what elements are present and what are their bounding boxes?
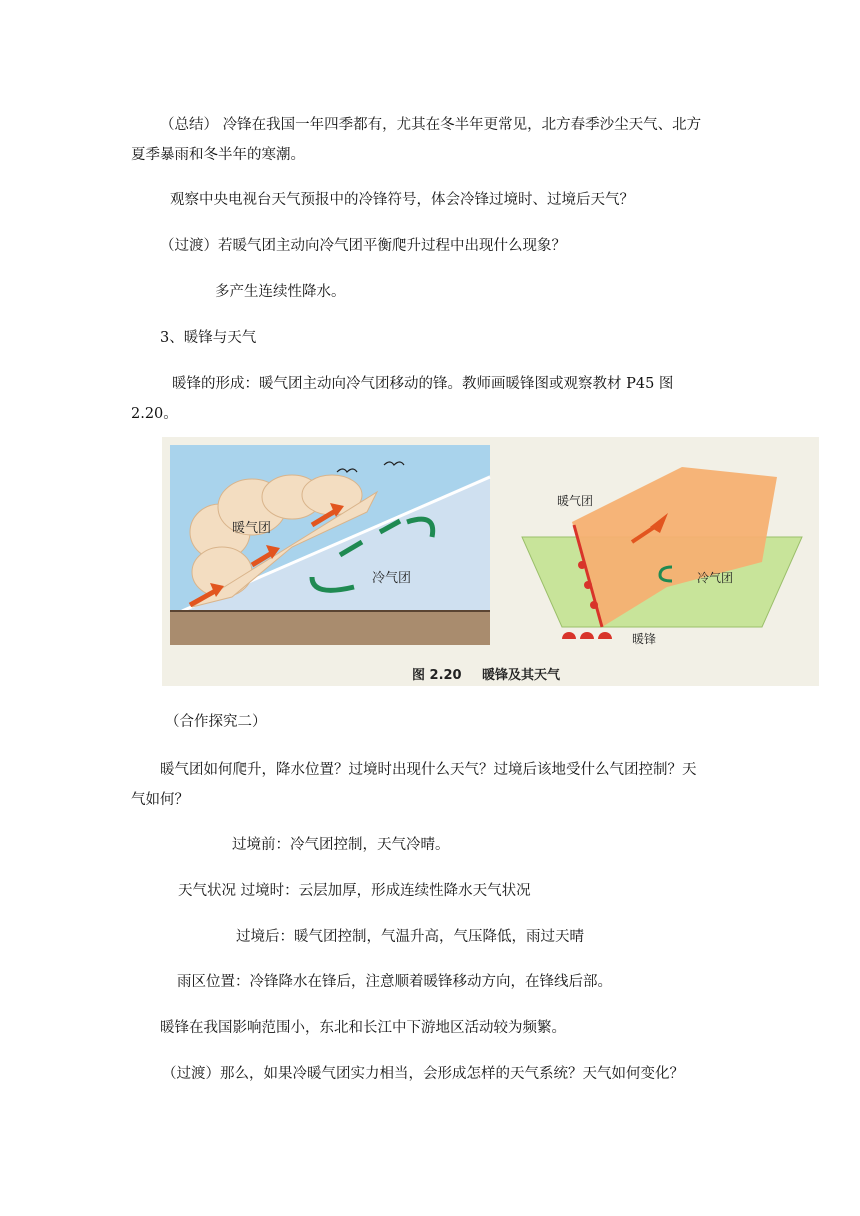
para-transition-1: （过渡）若暖气团主动向冷气团平衡爬升过程中出现什么现象？	[160, 238, 566, 254]
right-front-label: 暖锋	[632, 632, 657, 646]
para-questions-line2: 气如何？	[131, 792, 189, 808]
para-after-passing: 过境后：暖气团控制，气温升高，气压降低，雨过天晴	[236, 929, 584, 945]
warm-front-figure	[162, 437, 819, 686]
para-summary-line2: 夏季暴雨和冬半年的寒潮。	[131, 147, 305, 163]
para-continuous-rain: 多产生连续性降水。	[215, 284, 346, 300]
left-diagram	[170, 445, 490, 645]
para-formation-line1: 暖锋的形成：暖气团主动向冷气团移动的锋。教师画暖锋图或观察教材 P45 图	[172, 376, 674, 392]
para-transition-2: （过渡）那么，如果冷暖气团实力相当，会形成怎样的天气系统？天气如何变化？	[162, 1066, 684, 1082]
para-during-passing: 天气状况 过境时：云层加厚，形成连续性降水天气状况	[178, 883, 531, 899]
section-heading-warm-front: 3、暖锋与天气	[160, 330, 257, 346]
para-observe: 观察中央电视台天气预报中的冷锋符号，体会冷锋过境时、过境后天气？	[170, 192, 634, 208]
para-formation-line2: 2.20。	[131, 406, 178, 422]
para-cooperative-inquiry: （合作探究二）	[165, 714, 267, 730]
para-before-passing: 过境前：冷气团控制，天气冷晴。	[232, 837, 450, 853]
left-warm-label: 暖气团	[232, 521, 272, 536]
para-rain-area: 雨区位置：冷锋降水在锋后，注意顺着暖锋移动方向，在锋线后部。	[177, 974, 612, 990]
para-influence: 暖锋在我国影响范围小，东北和长江中下游地区活动较为频繁。	[160, 1020, 566, 1036]
figure-caption-text: 暖锋及其天气	[482, 668, 561, 683]
right-diagram	[522, 467, 802, 646]
left-cold-label: 冷气团	[372, 571, 412, 586]
front-legend-symbol	[562, 632, 612, 639]
para-questions-line1: 暖气团如何爬升，降水位置？过境时出现什么天气？过境后该地受什么气团控制？天	[160, 762, 697, 778]
right-cold-label: 冷气团	[697, 571, 734, 585]
figure-caption-number: 图 2.20	[412, 668, 462, 683]
right-warm-label: 暖气团	[557, 494, 594, 508]
para-summary-line1: （总结） 冷锋在我国一年四季都有，尤其在冬半年更常见，北方春季沙尘天气、北方	[160, 117, 702, 133]
